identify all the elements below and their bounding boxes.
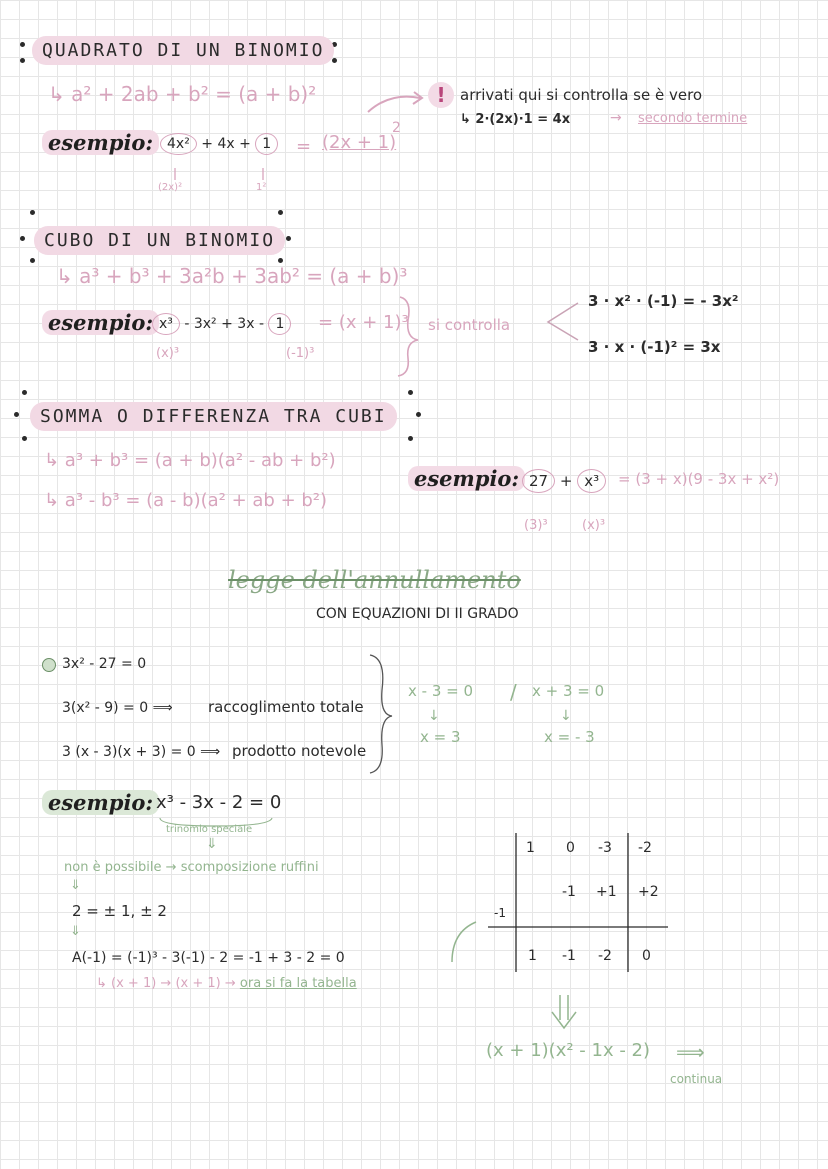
check-result: secondo termine: [638, 111, 748, 126]
section-title-cubo: CUBO DI UN BINOMIO: [34, 226, 285, 255]
example-expression: [152, 316, 291, 332]
equation-2: 3(x² - 9) = 0 ⟹: [62, 700, 173, 716]
factor-text: ↳ (x + 1) → (x + 1) →: [96, 976, 236, 991]
cubic-equation: x³ - 3x - 2 = 0: [156, 792, 282, 813]
example-result: (2x + 1): [322, 132, 397, 153]
bullet-dot: [278, 258, 283, 263]
ruffini-cell: 0: [566, 840, 575, 856]
example-expression: [522, 472, 606, 490]
ruffini-cell: -2: [638, 840, 652, 856]
bullet-dot: [332, 58, 337, 63]
expr-mid: + 4x +: [201, 136, 251, 152]
bullet-dot: [14, 412, 19, 417]
formula-cubo: ↳ a³ + b³ + 3a²b + 3ab² = (a + b)³: [56, 264, 408, 288]
solution-1-arrow: ↓: [428, 708, 440, 724]
solution-2-arrow: ↓: [560, 708, 572, 724]
solution-2-result: x = - 3: [544, 728, 595, 746]
bullet-dot: [416, 412, 421, 417]
ruffini-cell: -2: [598, 948, 612, 964]
solution-2: x + 3 = 0: [532, 682, 605, 700]
bullet-dot: [20, 42, 25, 47]
continue-arrow: ⟹: [676, 1040, 705, 1064]
equation-3-note: prodotto notevole: [232, 742, 367, 760]
circled-term: x³: [577, 469, 606, 493]
example-result: = (3 + x)(9 - 3x + x²): [618, 470, 780, 488]
bullet-dot: [30, 210, 35, 215]
ruffini-note: non è possibile → scomposizione ruffini: [64, 860, 319, 875]
equation-3: 3 (x - 3)(x + 3) = 0 ⟹: [62, 744, 221, 760]
double-arrow: ⇓: [206, 836, 218, 852]
right-brace: [398, 297, 418, 376]
bullet-dot: [286, 236, 291, 241]
formula-quadrato: ↳ a² + 2ab + b² = (a + b)²: [48, 82, 317, 106]
bullet-dot: [408, 390, 413, 395]
bullet-dot: [20, 236, 25, 241]
factor-link: ora si fa la tabella: [239, 976, 357, 991]
solution-separator: /: [510, 680, 517, 704]
check-formula: ↳ 2·(2x)·1 = 4x: [460, 112, 571, 127]
table-arrow: [452, 922, 476, 962]
check-line-2: 3 · x · (-1)² = 3x: [588, 338, 721, 356]
circled-term: x³: [152, 313, 180, 335]
ruffini-cell: +1: [596, 884, 617, 900]
divisors: 2 = ± 1, ± 2: [72, 902, 167, 920]
example-label: esempio:: [42, 790, 159, 815]
curved-arrow: [368, 97, 420, 112]
double-arrow: ⇓: [70, 878, 81, 893]
check-arrow: →: [610, 110, 622, 126]
sub-label: 1²: [256, 182, 267, 193]
equals-sign: =: [296, 136, 312, 157]
circled-term: 1: [255, 133, 278, 155]
trinomio-label: trinomio speciale: [166, 824, 253, 835]
sub-label: (2x)²: [158, 182, 183, 193]
sub-label: (-1)³: [286, 346, 315, 361]
circled-term: 4x²: [160, 133, 197, 155]
down-double-arrow: [552, 995, 576, 1028]
section-title-somma: SOMMA O DIFFERENZA TRA CUBI: [30, 402, 397, 431]
solution-1-result: x = 3: [420, 728, 461, 746]
equation-1: 3x² - 27 = 0: [62, 656, 147, 672]
bullet-dot: [30, 258, 35, 263]
equation-2-note: raccoglimento totale: [208, 698, 364, 716]
legge-title: legge dell'annullamento: [228, 566, 521, 594]
bullet-dot: [22, 390, 27, 395]
double-arrow: ⇓: [70, 924, 81, 939]
sub-label: (3)³: [524, 518, 548, 533]
factored-result: (x + 1)(x² - 1x - 2): [486, 1040, 651, 1061]
ruffini-root: -1: [494, 906, 506, 920]
green-bullet: [42, 658, 56, 672]
formula-somma: ↳ a³ + b³ = (a + b)(a² - ab + b²): [44, 450, 336, 471]
sub-label: (x)³: [156, 346, 180, 361]
example-label: esempio:: [408, 466, 525, 491]
factor-line: [96, 976, 357, 991]
example-label: esempio:: [42, 130, 159, 155]
circled-term: 27: [522, 469, 555, 493]
example-result: = (x + 1)³: [318, 312, 409, 333]
ruffini-cell: +2: [638, 884, 659, 900]
circled-term: 1: [268, 313, 291, 335]
formula-differenza: ↳ a³ - b³ = (a - b)(a² + ab + b²): [44, 490, 328, 511]
check-line-1: 3 · x² · (-1) = - 3x²: [588, 292, 739, 310]
ruffini-cell: 1: [528, 948, 537, 964]
section-title-quadrato: QUADRATO DI UN BINOMIO: [32, 36, 334, 65]
side-note: si controlla: [428, 316, 511, 334]
ruffini-remainder: 0: [642, 948, 651, 964]
legge-brace: [370, 655, 392, 773]
sub-label: (x)³: [582, 518, 606, 533]
note-text: arrivati qui si controlla se è vero: [460, 86, 703, 104]
ruffini-cell: 1: [526, 840, 535, 856]
example-expression: [160, 136, 278, 152]
expr-mid: +: [559, 472, 573, 490]
warning-icon: !: [428, 82, 454, 108]
continua-note: continua: [670, 1072, 723, 1086]
ruffini-cell: -3: [598, 840, 612, 856]
ruffini-cell: -1: [562, 948, 576, 964]
bullet-dot: [408, 436, 413, 441]
bullet-dot: [22, 436, 27, 441]
bullet-dot: [278, 210, 283, 215]
solution-1: x - 3 = 0: [408, 682, 474, 700]
polynomial-eval: A(-1) = (-1)³ - 3(-1) - 2 = -1 + 3 - 2 = 0: [72, 950, 345, 966]
example-label: esempio:: [42, 310, 159, 335]
ruffini-cell: -1: [562, 884, 576, 900]
result-exponent: 2: [392, 120, 401, 136]
legge-subtitle: CON EQUAZIONI DI II GRADO: [316, 606, 519, 622]
branch-lines: [548, 303, 578, 340]
expr-mid: - 3x² + 3x -: [184, 316, 264, 332]
bullet-dot: [20, 58, 25, 63]
